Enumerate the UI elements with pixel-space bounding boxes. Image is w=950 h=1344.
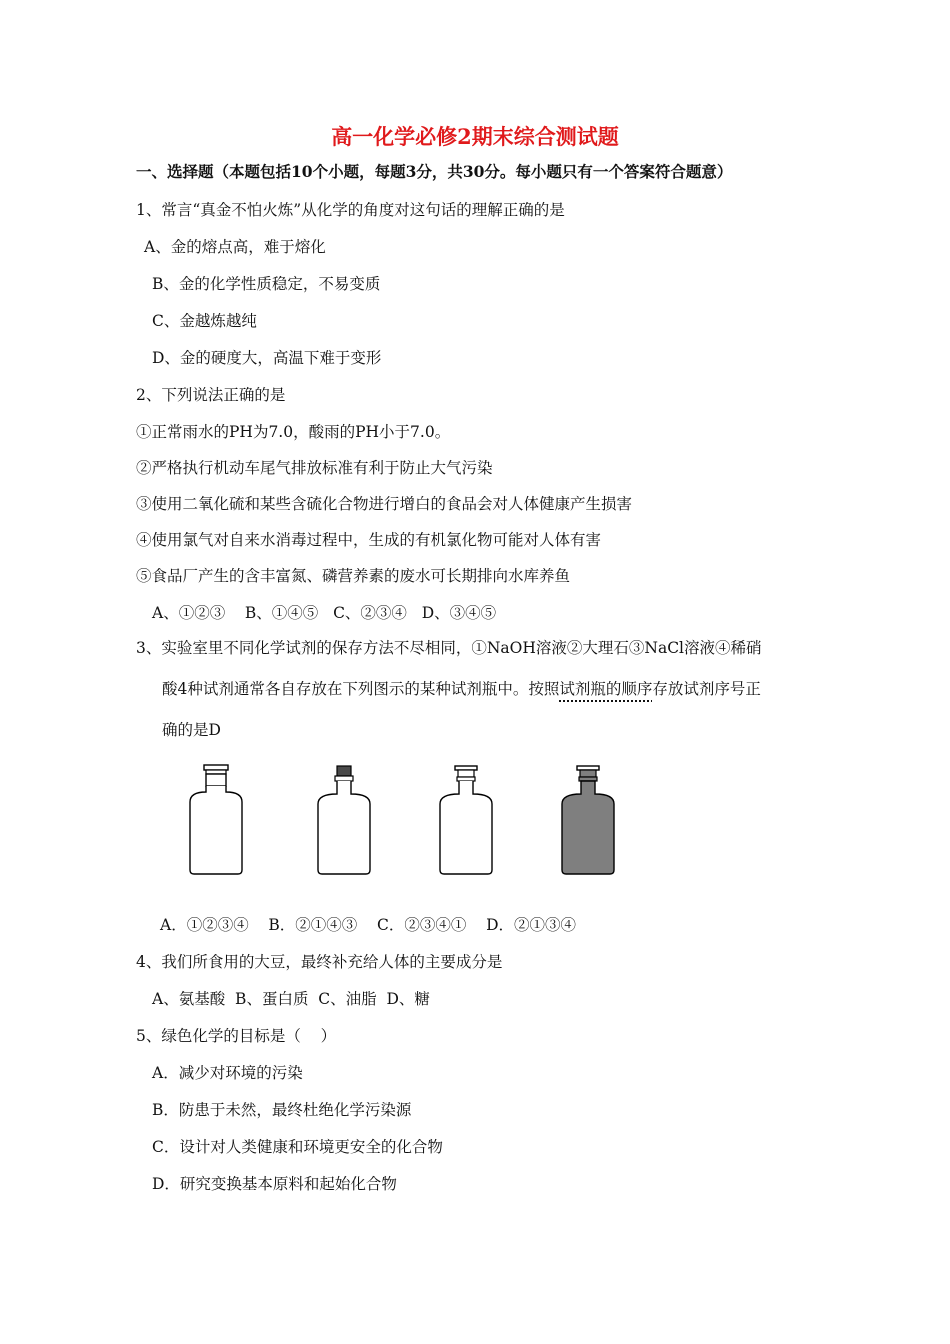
glass-stoppered-bottle-icon [434, 762, 498, 878]
page-title: 高一化学必修2期末综合测试题 [331, 124, 619, 149]
q3-stem-text-a: 酸4种试剂通常各自存放在下列图示的某种试剂瓶中。按照 [162, 680, 560, 698]
q5-option-d: D．研究变换基本原料和起始化合物 [152, 1175, 397, 1193]
q2-statement-4: ④使用氯气对自来水消毒过程中，生成的有机氯化物可能对人体有害 [136, 531, 602, 549]
q2-statement-1: ①正常雨水的PH为7.0，酸雨的PH小于7.0。 [136, 423, 451, 441]
q3-options: A．①②③④ B．②①④③ C．②③④① D．②①③④ [160, 916, 576, 934]
q1-option-d: D、金的硬度大，高温下难于变形 [152, 349, 382, 367]
section-heading: 一、选择题（本题包括10个小题，每题3分，共30分。每小题只有一个答案符合题意） [136, 162, 733, 181]
rubber-stoppered-bottle-icon [312, 762, 376, 878]
q3-stem-line-3: 确的是D [162, 721, 221, 739]
q3-emphasis-text: 试剂瓶的顺序 [559, 680, 653, 698]
q1-option-b: B、金的化学性质稳定，不易变质 [152, 275, 381, 293]
q5-option-b: B．防患于未然，最终杜绝化学污染源 [152, 1101, 412, 1119]
q1-option-c: C、金越炼越纯 [152, 312, 257, 330]
q4-options: A、氨基酸 B、蛋白质 C、油脂 D、糖 [152, 990, 430, 1008]
q2-statement-3: ③使用二氧化硫和某些含硫化合物进行增白的食品会对人体健康产生损害 [136, 495, 633, 513]
q2-statement-2: ②严格执行机动车尾气排放标准有利于防止大气污染 [136, 459, 493, 477]
q1-stem: 1、常言“真金不怕火炼”从化学的角度对这句话的理解正确的是 [136, 201, 565, 219]
brown-bottle-icon [556, 762, 620, 878]
q5-option-c: C．设计对人类健康和环境更安全的化合物 [152, 1138, 443, 1156]
q5-option-a: A．减少对环境的污染 [152, 1064, 303, 1082]
q3-stem-text-c: 存放试剂序号正 [652, 680, 761, 698]
q2-stem: 2、下列说法正确的是 [136, 386, 286, 404]
q2-options: A、①②③ B、①④⑤ C、②③④ D、③④⑤ [152, 604, 497, 622]
q5-stem: 5、绿色化学的目标是（ ） [136, 1027, 337, 1045]
q2-statement-5: ⑤食品厂产生的含丰富氮、磷营养素的废水可长期排向水库养鱼 [136, 567, 571, 585]
q1-option-a: A、金的熔点高，难于熔化 [144, 238, 326, 256]
q3-stem-line-1: 3、实验室里不同化学试剂的保存方法不尽相同，①NaOH溶液②大理石③NaCl溶液④稀硝 [136, 639, 762, 657]
q3-stem-line-2 [162, 679, 761, 699]
q4-stem: 4、我们所食用的大豆，最终补充给人体的主要成分是 [136, 953, 503, 971]
reagent-bottles-figure [184, 762, 644, 882]
wide-mouth-stoppered-bottle-icon [184, 762, 248, 878]
